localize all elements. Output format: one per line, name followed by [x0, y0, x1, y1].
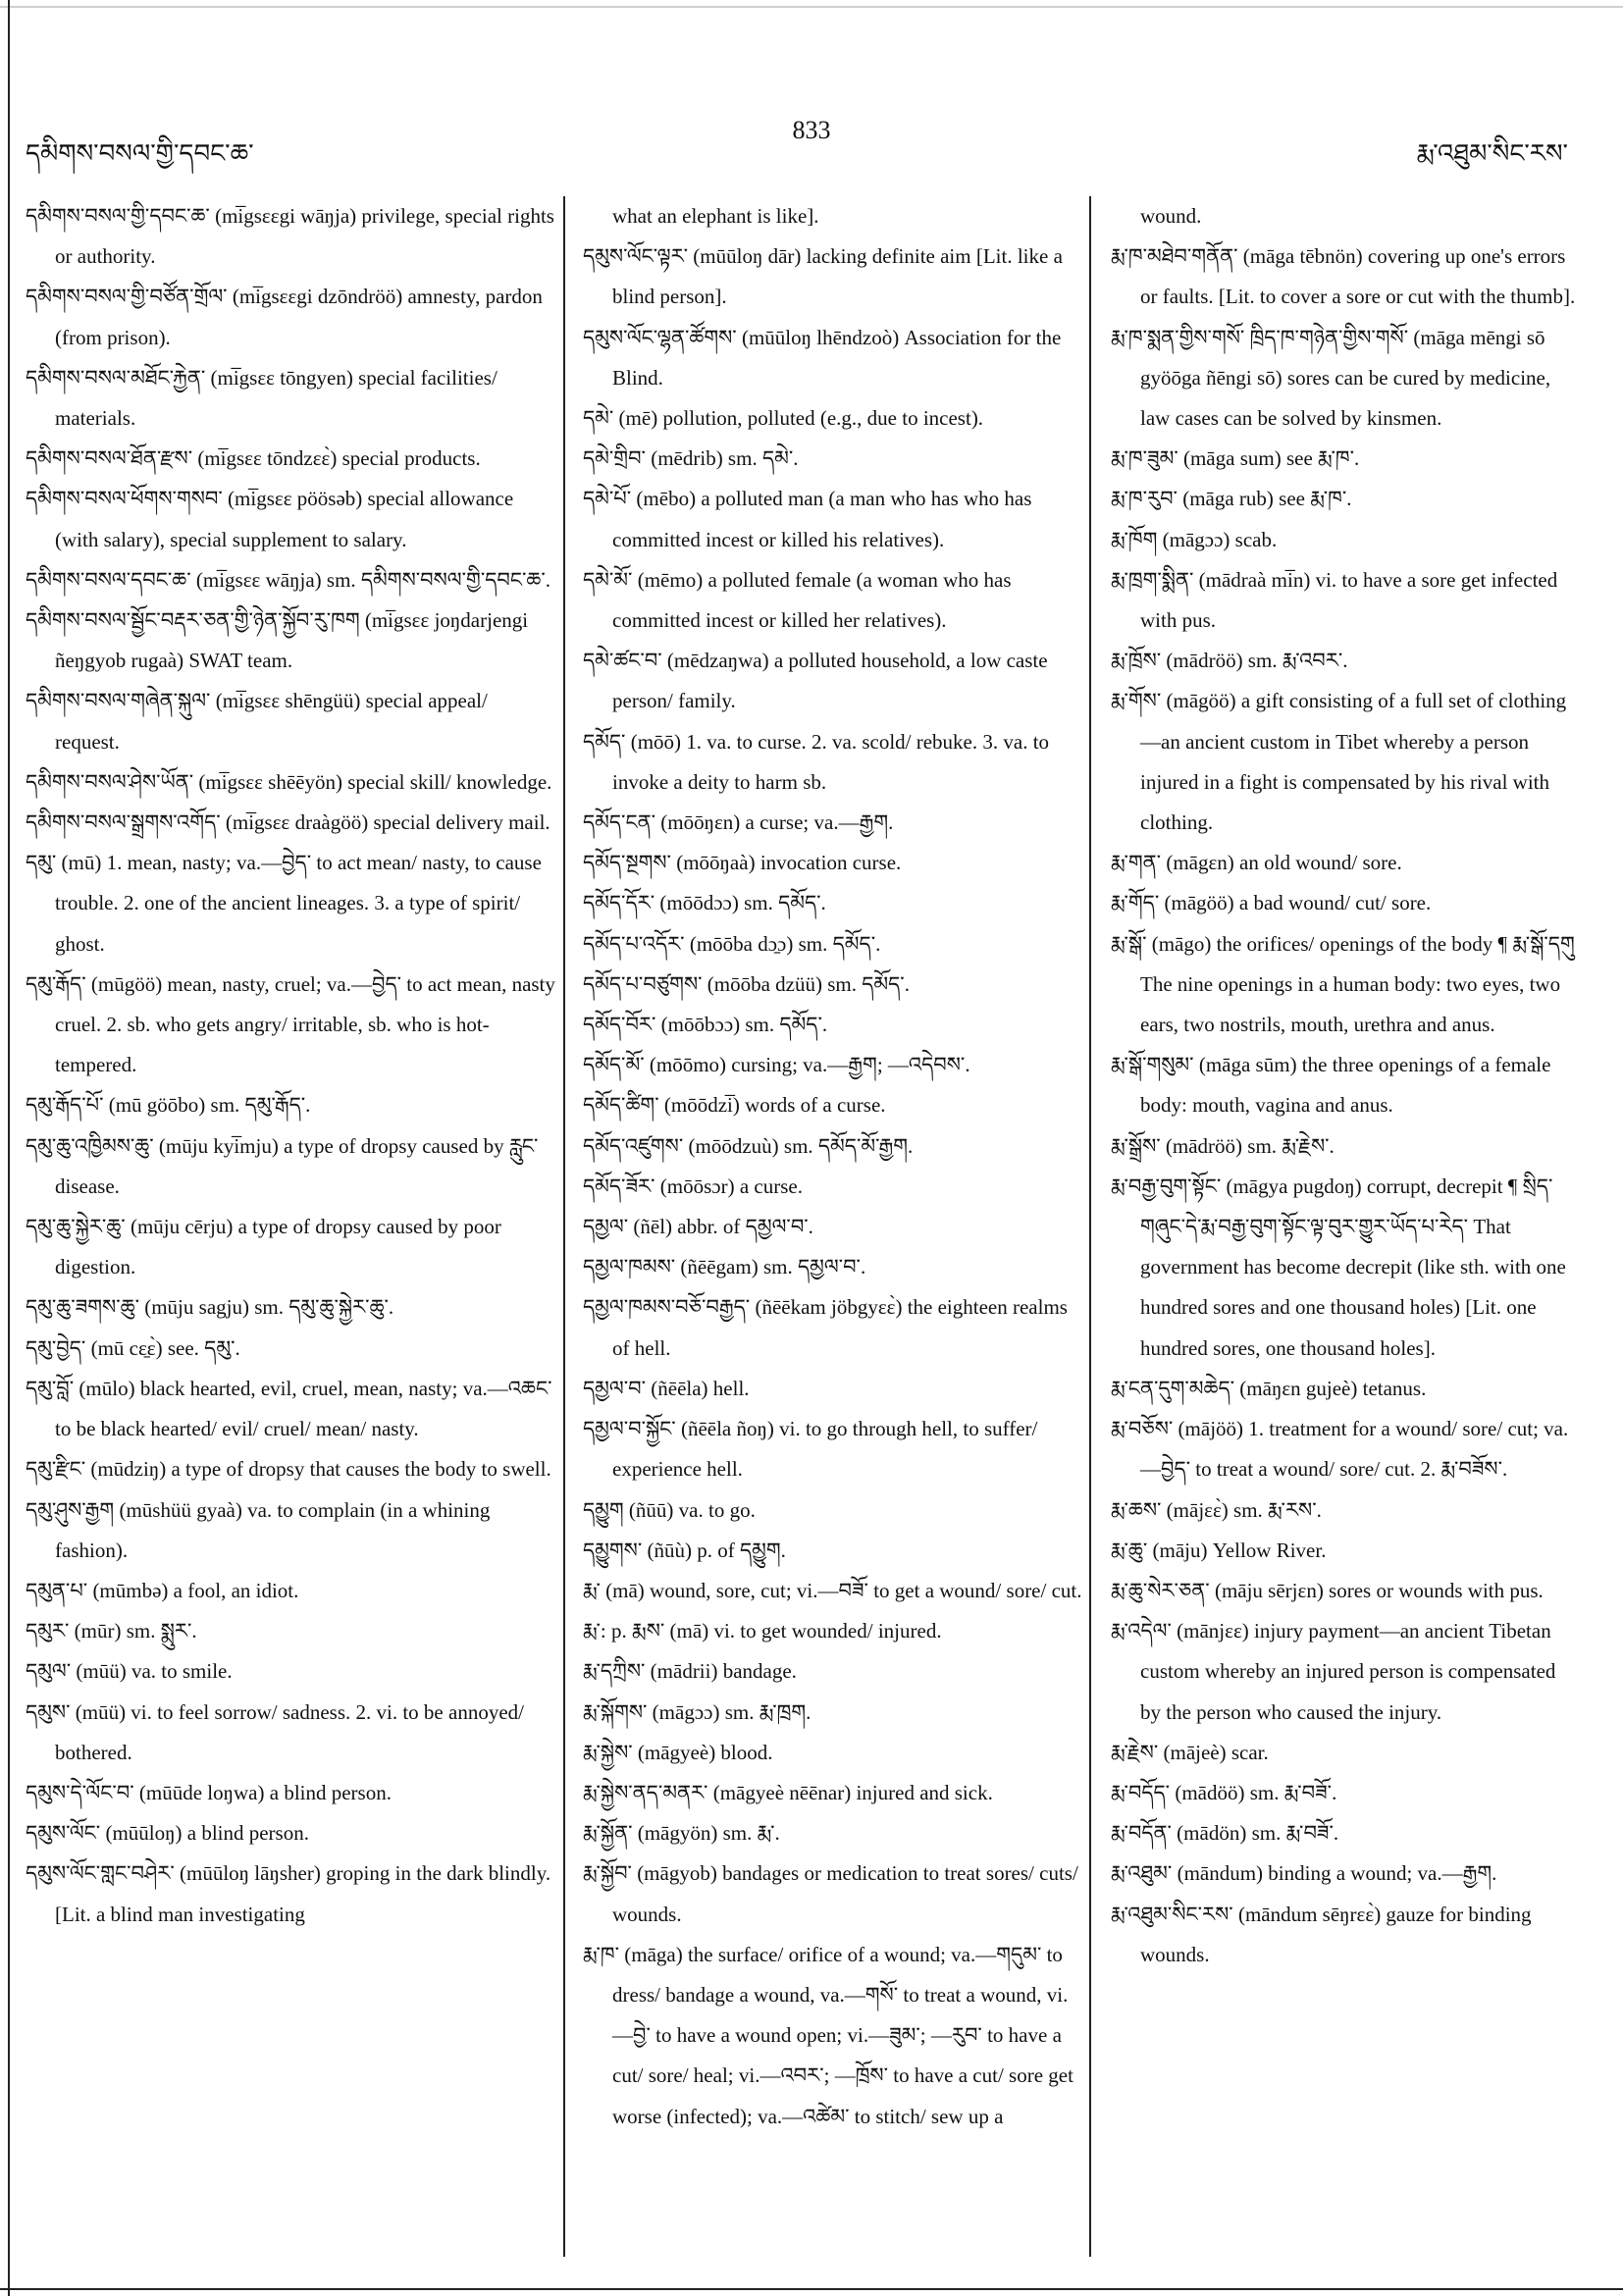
dictionary-entry: རྨ་ཁ་ (māga) the surface/ orifice of a wound; va.—གདུམ་ to dress/ bandage a wound, va.—གསོ་ to treat a wound, vi.—བྱེ་ to have a wound open; vi.—ཟུམ་; —རུབ་ to have a cut/ sore/ heal; vi.—འབར་; —ཁྲོས་ to have a cut/ sore get worse (infected); va.—འཚེམ་ to stitch/ sew up a — [583, 1942, 1073, 2128]
dictionary-entry: རྨ་དཀྲིས་ (mādrii) bandage. — [583, 1659, 797, 1684]
page-left-edge — [8, 0, 10, 2296]
dictionary-entry: དམོད་ (mōō) 1. va. to curse. 2. va. scold/ rebuke. 3. va. to invoke a deity to harm sb. — [583, 729, 1050, 794]
dictionary-entry: དམུ་བྱེད་ (mū cɛ̱ɛ̀) see. དམུ་. — [26, 1335, 240, 1360]
dictionary-entry: རྨ་སྒོ་གསུམ་ (māga sūm) the three openings of a female body: mouth, vagina and anus. — [1111, 1053, 1551, 1118]
dictionary-entry: དམོད་པ་འདོར་ (mōōba dɔ̱ɔ) sm. དམོད་. — [583, 931, 881, 956]
dictionary-entry: དམུལ་ (mūü) va. to smile. — [26, 1659, 233, 1684]
dictionary-entry: རྨ་འཐུམ་ (māndum) binding a wound; va.—རྒྱག. — [1111, 1861, 1497, 1886]
dictionary-entry: རྨ་: p. རྨས་ (mā) vi. to get wounded/ injured. — [583, 1619, 942, 1644]
dictionary-entry: རྨ་འཐུམ་སིང་རས་ (māndum sēŋrɛɛ̀) gauze for binding wounds. — [1111, 1902, 1532, 1966]
dictionary-entry: དམོད་དོར་ (mōōdɔɔ) sm. དམོད་. — [583, 891, 826, 915]
dictionary-entry: དམུས་ལོང་ (mūūloŋ) a blind person. — [26, 1821, 309, 1846]
dictionary-entry: དམུས་དེ་ལོང་བ་ (mūūde loŋwa) a blind person. — [26, 1780, 392, 1804]
dictionary-entry: དམེ་པོ་ (mēbo) a polluted man (a man who has who has committed incest or killed his relatives). — [583, 487, 1032, 551]
dictionary-entry: དམིགས་བསལ་མཐོང་རྐྱེན་ (mi̅gsɛɛ tōngyen) special facilities/ materials. — [26, 365, 497, 431]
dictionary-entry: དམོད་ཟོར་ (mōōsɔr) a curse. — [583, 1174, 803, 1198]
column-middle — [563, 196, 1089, 2257]
dictionary-entry: དམུ་ཆུ་འཁྱིམས་ཆུ་ (mūju kyi̅mju) a type of dropsy caused by རླུང་ disease. — [26, 1133, 539, 1198]
dictionary-entry: རྨ་ཁ་རུབ་ (māga rub) see རྨ་ཁ་. — [1111, 487, 1352, 511]
dictionary-entry: དམུ་བློ་ (mūlo) black hearted, evil, cruel, mean, nasty; va.—འཆང་ to be black hearted/ evil/ cruel/ mean/ nasty. — [26, 1376, 552, 1441]
dictionary-entry: དམྱལ་བ་སྐྱོང་ (ñēēla ñoŋ) vi. to go through hell, to suffer/ experience hell. — [583, 1417, 1038, 1482]
dictionary-entry: རྨ་སྐྱེས་ (māgyeè) blood. — [583, 1740, 773, 1764]
dictionary-entry: དམུར་ (mūr) sm. སྨུར་. — [26, 1619, 197, 1644]
dictionary-entry: རྨ་ངན་དུག་མཆེད་ (māŋɛn gujeè) tetanus. — [1111, 1376, 1427, 1400]
dictionary-entry: དམོད་ངན་ (mōōŋɛn) a curse; va.—རྒྱག. — [583, 810, 894, 835]
dictionary-entry: རྨ་སྐོགས་ (māgɔɔ) sm. རྨ་ཁྲག. — [583, 1699, 812, 1724]
dictionary-entry: དམུས་ལོང་ལྟར་ (mūūloŋ dār) lacking definite aim [Lit. like a blind person]. — [583, 244, 1063, 309]
dictionary-entry: རྨ་སྐྱོན་ (māgyön) sm. རྨ་. — [583, 1821, 780, 1846]
dictionary-entry: རྨ་སྒོ་ (māgo) the orifices/ openings of the body ¶ རྨ་སྒོ་དགུ The nine openings in a human body: two eyes, two ears, two nostrils, mouth, urethra and anus. — [1111, 931, 1575, 1037]
dictionary-entry: དམུས་ (mūü) vi. to feel sorrow/ sadness. 2. vi. to be annoyed/ bothered. — [26, 1699, 524, 1764]
dictionary-columns — [26, 196, 1576, 2257]
top-scan-rule — [0, 6, 1623, 8]
dictionary-entry: རྨ་ཁོག (māgɔɔ) scab. — [1111, 527, 1278, 551]
running-head-right: རྨ་འཐུམ་སིང་རས་ — [1416, 139, 1568, 168]
dictionary-entry: དམྱུགས་ (ñūù) p. of དམྱུག. — [583, 1538, 786, 1562]
dictionary-entry: དམུ་རྒོད་པོ་ (mū göōbo) sm. དམུ་རྒོད་. — [26, 1093, 311, 1118]
dictionary-entry: རྨ་བདོད་ (mādöö) sm. རྨ་བཟོ་. — [1111, 1780, 1337, 1804]
dictionary-entry: རྨ་འདེལ་ (mānjɛɛ) injury payment—an ancient Tibetan custom whereby an injured person is compensated by the person who caused the injury. — [1111, 1619, 1556, 1724]
dictionary-entry: རྨ་བདོན་ (mādön) sm. རྨ་བཟོ་. — [1111, 1821, 1339, 1846]
dictionary-entry: དམིགས་བསལ་དབང་ཆ་ (mi̅gsɛɛ wāŋja) sm. དམིགས་བསལ་གྱི་དབང་ཆ་. — [26, 567, 550, 592]
dictionary-entry: དམིགས་བསལ་གྱི་དབང་ཆ་ (mi̅gsɛɛgi wāŋja) privilege, special rights or authority. — [26, 204, 554, 269]
dictionary-entry: རྨ་རྗེས་ (mājeè) scar. — [1111, 1740, 1269, 1764]
page-header — [0, 98, 1623, 168]
dictionary-entry: དམོད་པ་བཙུགས་ (mōōba dzüü) sm. དམོད་. — [583, 971, 910, 996]
dictionary-entry: དམིགས་བསལ་སྦྱོང་བརྡར་ཅན་གྱི་ཉེན་སྐྱོབ་རུ་ཁག (mi̅gsɛɛ joŋdarjengi ñeŋgyob rugaà) SWAT team. — [26, 608, 529, 673]
dictionary-entry: དམུས་ལོང་གླང་བཤེར་ (mūūloŋ lāŋsher) groping in the dark blindly.[Lit. a blind man investigating — [26, 1861, 551, 1926]
dictionary-entry: རྨ་ཁྲག་སྨིན་ (mādraà mi̅n) vi. to have a sore get infected with pus. — [1111, 567, 1558, 633]
dictionary-entry: དམུ་ཤུས་རྒྱག (mūshüü gyaà) va. to complain (in a whining fashion). — [26, 1497, 491, 1562]
dictionary-entry: དམུས་ལོང་ལྷན་ཚོགས་ (mūūloŋ lhēndzoò) Association for the Blind. — [583, 325, 1062, 390]
dictionary-entry: རྨ་སྒྲོས་ (mādröö) sm. རྨ་རྗེས་. — [1111, 1133, 1335, 1158]
dictionary-entry: དམིགས་བསལ་ཐོན་རྫས་ (mi̅gsɛɛ tōndzɛɛ̀) special products. — [26, 446, 481, 471]
dictionary-entry: དམྱལ་ (ñēl) abbr. of དམྱལ་བ་. — [583, 1215, 813, 1239]
dictionary-entry: དམུ་རྫིང་ (mūdziŋ) a type of dropsy that causes the body to swell. — [26, 1457, 551, 1482]
dictionary-entry: རྨ་ཁ་མཐེབ་གནོན་ (māga tēbnön) covering up one's errors or faults. [Lit. to cover a sore or cut with the thumb]. — [1111, 244, 1576, 309]
dictionary-entry: དམོད་སྔགས་ (mōōŋaà) invocation curse. — [583, 851, 902, 875]
dictionary-entry: དམུ་རྒོད་ (mūgöö) mean, nasty, cruel; va.—བྱེད་ to act mean, nasty cruel. 2. sb. who gets angry/ irritable, sb. who is hot-tempered. — [26, 971, 555, 1077]
dictionary-entry: རྨ་ཆས་ (mājɛɛ̀) sm. རྨ་རས་. — [1111, 1497, 1322, 1522]
dictionary-entry: དམྱལ་བ་ (ñēēla) hell. — [583, 1376, 750, 1400]
dictionary-entry: དམུ་ (mū) 1. mean, nasty; va.—བྱེད་ to act mean/ nasty, to cause trouble. 2. one of the ancient lineages. 3. a type of spirit/ ghost. — [26, 851, 542, 956]
dictionary-entry: དམིགས་བསལ་ཕོགས་གསབ་ (mi̅gsɛɛ pöösəb) special allowance (with salary), special supplement to salary. — [26, 487, 514, 551]
dictionary-entry: རྨ་སྐྱེས་ནད་མནར་ (māgyeè nēēnar) injured and sick. — [583, 1780, 993, 1804]
dictionary-entry: དམོད་ཚིག་ (mōōdzi̅) words of a curse. — [583, 1093, 886, 1118]
dictionary-entry: དམུ་ཆུ་སྐྱེར་ཆུ་ (mūju cērju) a type of dropsy caused by poor digestion. — [26, 1215, 501, 1279]
dictionary-entry: དམུན་པ་ (mūmbə) a fool, an idiot. — [26, 1578, 299, 1602]
dictionary-entry: དམིགས་བསལ་གཞེན་སྐུལ་ (mi̅gsɛɛ shēngüü) special appeal/ request. — [26, 689, 488, 754]
dictionary-entry: རྨ་སྐྱོབ་ (māgyob) bandages or medication to treat sores/ cuts/ wounds. — [583, 1861, 1078, 1926]
dictionary-entry: wound. — [1140, 204, 1202, 228]
dictionary-entry: དམྱུག (ñūū) va. to go. — [583, 1497, 756, 1522]
dictionary-entry: དམིགས་བསལ་གྱི་བཙོན་གྲོལ་ (mi̅gsɛɛgi dzōndröö) amnesty, pardon (from prison). — [26, 285, 543, 349]
column-left — [26, 196, 563, 2257]
dictionary-entry: what an elephant is like]. — [612, 204, 819, 228]
dictionary-entry: རྨ་ཁྲོས་ (mādröö) sm. རྨ་འབར་. — [1111, 649, 1348, 673]
dictionary-entry: དམྱལ་ཁམས་ (ñēēgam) sm. དམྱལ་བ་. — [583, 1255, 866, 1279]
dictionary-entry: དམིགས་བསལ་སྒྲགས་འགོད་ (mi̅gsɛɛ draàgöö) special delivery mail. — [26, 810, 550, 835]
dictionary-entry: རྨ་བརྒྱ་བུག་སྟོང་ (māgya pugdoŋ) corrupt, decrepit ¶ སྲིད་གཞུང་དེ་རྨ་བརྒྱ་བུག་སྟོང་ལྟ་བུར་གྱུར་ཡོད་པ་རེད་ That government has become decrepit (like sth. with one hundred sores and one thousand holes) [Lit. one hundred sores, one thousand holes]. — [1111, 1174, 1566, 1360]
running-head-left: དམིགས་བསལ་གྱི་དབང་ཆ་ — [26, 139, 254, 168]
dictionary-entry: དམོད་འཛུགས་ (mōōdzuù) sm. དམོད་མོ་རྒྱག. — [583, 1133, 914, 1158]
dictionary-entry: རྨ་ཆུ་ (māju) Yellow River. — [1111, 1538, 1327, 1562]
dictionary-entry: དམེ་གྲིབ་ (mēdrib) sm. དམེ་. — [583, 446, 799, 471]
dictionary-entry: རྨ་བཅོས་ (mājöö) 1. treatment for a wound/ sore/ cut; va.—བྱེད་ to treat a wound/ sore/ cut. 2. རྨ་བཟོས་. — [1111, 1417, 1569, 1482]
page-number: 833 — [792, 116, 831, 144]
dictionary-entry: དམོད་བོར་ (mōōbɔɔ) sm. དམོད་. — [583, 1013, 828, 1037]
bottom-rule — [0, 2288, 1623, 2290]
dictionary-entry: དམིགས་བསལ་ཤེས་ཡོན་ (mi̅gsɛɛ shēēyön) special skill/ knowledge. — [26, 769, 552, 794]
dictionary-entry: དམུ་ཆུ་ཟགས་ཆུ་ (mūju sagju) sm. དམུ་ཆུ་སྐྱེར་ཆུ་. — [26, 1295, 394, 1320]
dictionary-entry: དམེ་ཚང་བ་ (mēdzaŋwa) a polluted household, a low caste person/ family. — [583, 649, 1048, 713]
dictionary-entry: རྨ་ཁ་སྨན་གྱིས་གསོ་ ཁྲིད་ཁ་གཉེན་གྱིས་གསོ་ (māga mēngi sō gyöōga ñēngi sō) sores can be cured by medicine, law cases can be solved by kinsmen. — [1111, 325, 1551, 431]
dictionary-entry: དམེ་མོ་ (mēmo) a polluted female (a woman who has committed incest or killed her relatives). — [583, 567, 1012, 633]
dictionary-entry: དམེ་ (mē) pollution, polluted (e.g., due to incest). — [583, 406, 984, 431]
dictionary-entry: རྨ་ཁ་ཟུམ་ (māga sum) see རྨ་ཁ་. — [1111, 446, 1360, 471]
dictionary-entry: རྨ་གན་ (māgɛn) an old wound/ sore. — [1111, 851, 1402, 875]
dictionary-entry: རྨ་ (mā) wound, sore, cut; vi.—བཟོ་ to get a wound/ sore/ cut. — [583, 1578, 1082, 1602]
dictionary-entry: རྨ་གོད་ (māgöö) a bad wound/ cut/ sore. — [1111, 891, 1432, 915]
column-right — [1089, 196, 1576, 2257]
dictionary-entry: རྨ་གོས་ (māgöö) a gift consisting of a full set of clothing—an ancient custom in Tibet whereby a person injured in a fight is compensated by his rival with clothing. — [1111, 689, 1567, 835]
dictionary-entry: རྨ་ཆུ་སེར་ཅན་ (māju sērjɛn) sores or wounds with pus. — [1111, 1578, 1544, 1602]
dictionary-entry: དམྱལ་ཁམས་བཅོ་བརྒྱད་ (ñēēkam jöbgyɛɛ̀) the eighteen realms of hell. — [583, 1295, 1068, 1360]
dictionary-entry: དམོད་མོ་ (mōōmo) cursing; va.—རྒྱག; —འདེབས་. — [583, 1053, 970, 1077]
